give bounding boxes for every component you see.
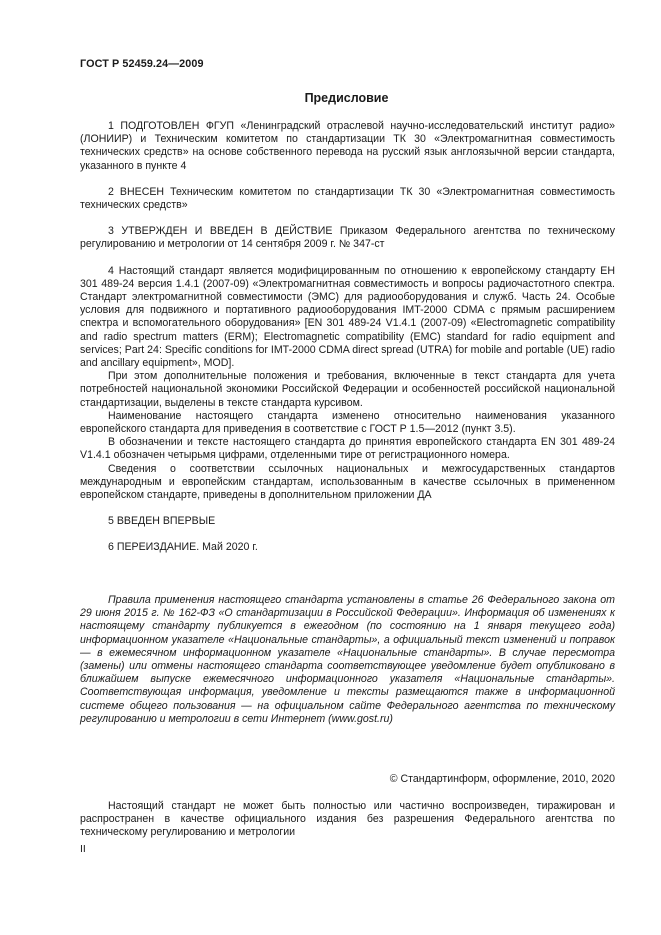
- paragraph-additional-provisions: При этом дополнительные положения и требования, включенные в текст стандарта для учета потребностей национальной экономики Российской Федерации и особенностей российской национальной стандартизации, выделены в тексте стандарта курсивом.: [80, 370, 615, 409]
- reprint-restriction: [80, 800, 615, 840]
- paragraph-first-introduced: 5 ВВЕДЕН ВПЕРВЫЕ: [108, 515, 216, 528]
- page-title-text: Предисловие: [304, 91, 389, 105]
- page-title: [0, 92, 661, 105]
- paragraph-approved: 3 УТВЕРЖДЕН И ВВЕДЕН В ДЕЙСТВИЕ Приказом Федерального агентства по техническому регулированию и метрологии от 14 сентября 2009 г. № 347-ст: [80, 225, 615, 251]
- paragraph-introduced: 2 ВНЕСЕН Техническим комитетом по стандартизации ТК 30 «Электромагнитная совместимость технических средств»: [80, 185, 615, 212]
- paragraph-name-changed: Наименование настоящего стандарта изменено относительно наименования указанного европейского стандарта для приведения в соответствие с ГОСТ Р 1.5—2012 (пункт 3.5).: [80, 409, 615, 436]
- reprint-text: Настоящий стандарт не может быть полностью или частично воспроизведен, тиражирован и распространен в качестве официального издания без разрешения Федерального агентства по техническому регулированию и метрологии: [80, 800, 615, 839]
- standard-code-header: ГОСТ Р 52459.24—2009: [80, 58, 204, 70]
- notice-text: Правила применения настоящего стандарта установлены в статье 26 Федерального закона от 29 июня 2015 г. № 162-ФЗ «О стандартизации в Российской Федерации». Информация об изменениях к настоящему стандарту публикуется в ежегодном (по состоянию на 1 января текущего года) информационном указателе «Национальные стандарты», а официальный текст изменений и поправок — в ежемесячном информационном указателе «Национальные стандарты». В случае пересмотра (замены) или отмены настоящего стандарта соответствующее уведомление будет опубликовано в ближайшем выпуске ежемесячного информационного указателя «Национальные стандарты». Соответствующая информация, уведомление и тексты размещаются также в информационной системе общего пользования — на официальном сайте Федерального агентства по техническому регулированию и метрологии в сети Интернет (www.gost.ru): [80, 594, 615, 725]
- foreword-body: [80, 120, 615, 555]
- page-number: II: [80, 843, 86, 855]
- copyright-line: © Стандартинформ, оформление, 2010, 2020: [389, 773, 615, 785]
- paragraph-modified-standard: 4 Настоящий стандарт является модифицированным по отношению к европейскому стандарту ЕН 301 489-24 версия 1.4.1 (2007-09) «Электромагнитная совместимость и вопросы радиочастотного спектра. Стандарт электромагнитной совместимости (ЭМС) для радиооборудования и служб. Часть 24. Особые условия для подвижного и портативного радиооборудования IMT-2000 CDMA с прямым расширением спектра и вспомогательного оборудования» [EN 301 489-24 V1.4.1 (2007-09) «Electromagnetic compatibility and radio spectrum matters (ERM); Electromagnetic compatibility (EMC) standard for radio equipment and services; Part 24: Specific conditions for IMT-2000 CDMA direct spread (UTRA) for mobile and portable (UE) radio and ancillary equipment», MOD].: [80, 264, 615, 370]
- paragraph-references: Сведения о соответствии ссылочных национальных и межгосударственных стандартов международным и европейским стандартам, использованным в качестве ссылочных в примененном европейском стандарте, приведены в дополнительном приложении ДА: [80, 462, 615, 502]
- paragraph-designation: В обозначении и тексте настоящего стандарта до принятия европейского стандарта EN 301 489-24 V1.4.1 обозначен четырьмя цифрами, отделенными тире от регистрационного номера.: [80, 436, 615, 462]
- application-rules-notice: [80, 594, 615, 726]
- paragraph-reissue: 6 ПЕРЕИЗДАНИЕ. Май 2020 г.: [108, 541, 258, 554]
- paragraph-prepared: 1 ПОДГОТОВЛЕН ФГУП «Ленинградский отраслевой научно-исследовательский институт радио» (ЛОНИИР) и Техническим комитетом по стандартизации ТК 30 «Электромагнитная совместимость технических средств» на основе собственного перевода на русский язык англоязычной версии стандарта, указанного в пункте 4: [80, 120, 615, 172]
